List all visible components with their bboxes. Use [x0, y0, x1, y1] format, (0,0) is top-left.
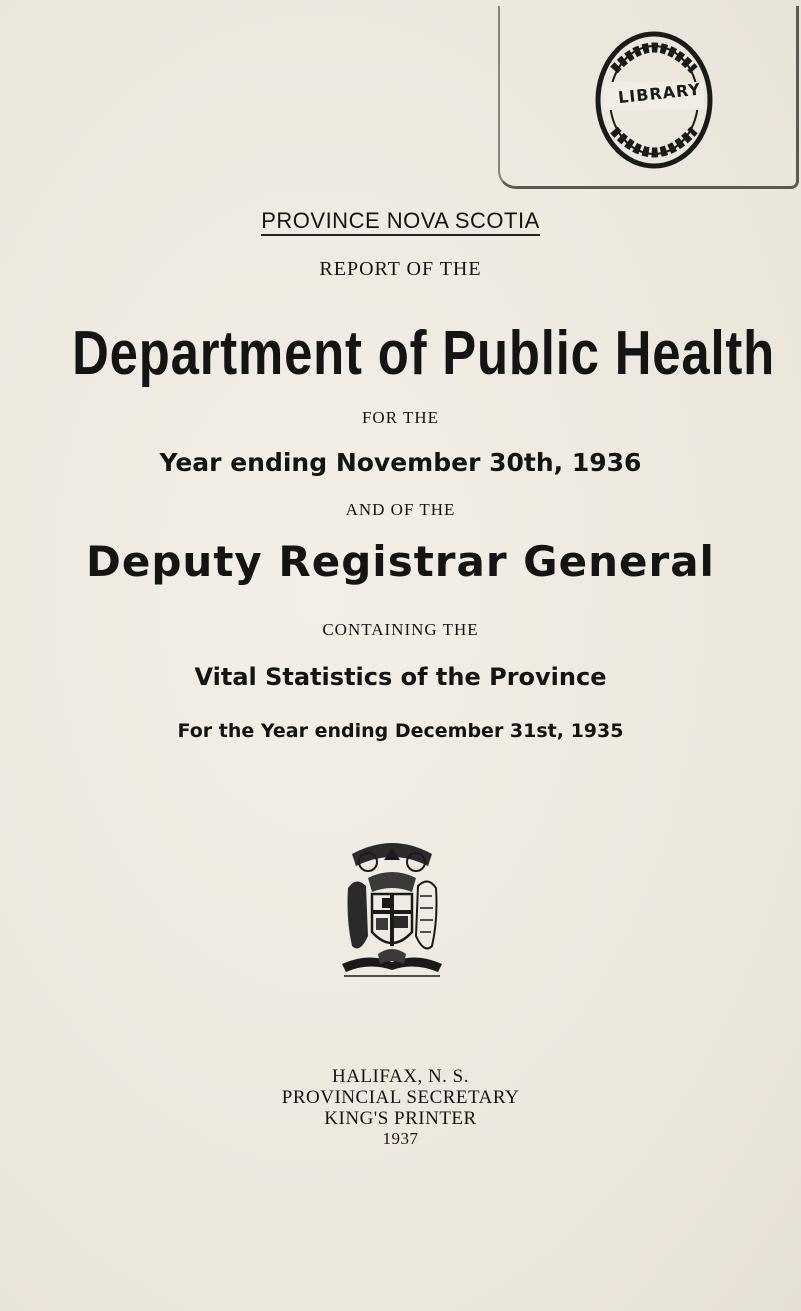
- imprint-year: 1937: [382, 1129, 419, 1148]
- imprint-place: HALIFAX, N. S.: [331, 1066, 469, 1087]
- imprint-printer: KING'S PRINTER: [324, 1108, 477, 1129]
- deputy-registrar-title: Deputy Registrar General: [86, 537, 715, 586]
- province-text: PROVINCE NOVA SCOTIA: [261, 208, 540, 236]
- imprint-publisher: PROVINCIAL SECRETARY: [281, 1087, 520, 1108]
- year-ending-line: Year ending November 30th, 1936: [159, 448, 642, 477]
- report-of-line: REPORT OF THE: [319, 258, 482, 280]
- coat-of-arms-icon: [338, 836, 446, 984]
- province-heading: [0, 208, 801, 234]
- stamp-label: LIBRARY: [617, 79, 702, 108]
- vital-statistics-line: Vital Statistics of the Province: [194, 663, 607, 691]
- for-the-line: FOR THE: [361, 408, 440, 427]
- containing-line: CONTAINING THE: [322, 620, 479, 639]
- department-title: Department of Public Health: [72, 319, 776, 388]
- and-of-line: AND OF THE: [345, 500, 456, 519]
- for-year-line: For the Year ending December 31st, 1935: [177, 720, 624, 742]
